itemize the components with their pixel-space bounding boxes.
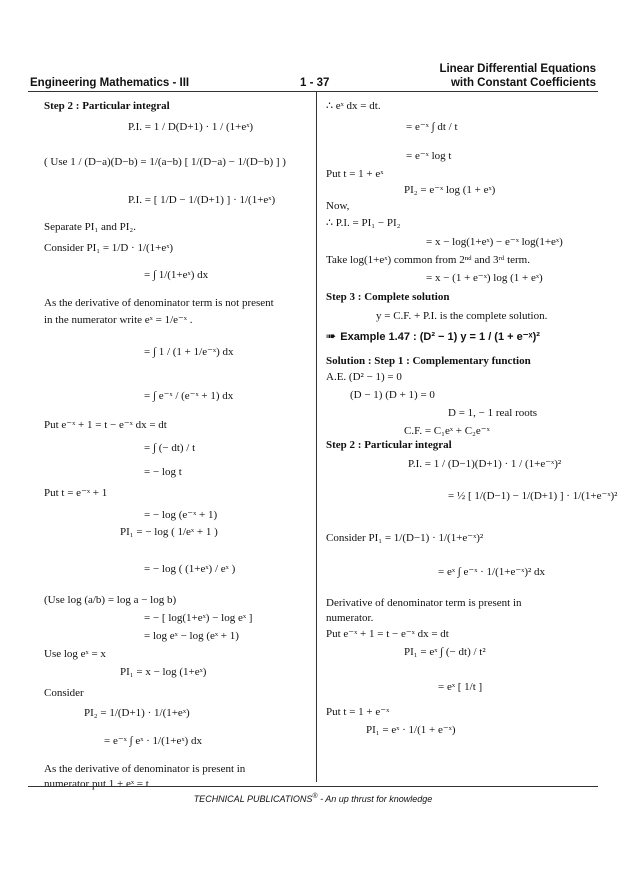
left-column-line: = − log t [144, 466, 182, 478]
footer-rule [28, 786, 598, 787]
right-column-line: Step 3 : Complete solution [326, 291, 450, 303]
left-column-line: PI₂ = 1/(D+1) · 1/(1+eˣ) [84, 707, 190, 719]
right-column-line: = x − (1 + e⁻ˣ) log (1 + eˣ) [426, 272, 543, 284]
left-column-line: Separate PI₁ and PI₂. [44, 221, 136, 233]
left-column-line: = e⁻ˣ ∫ eˣ · 1/(1+eˣ) dx [104, 735, 202, 747]
right-column-line: PI₁ = eˣ ∫ (− dt) / t² [404, 646, 486, 658]
right-column-line: = eˣ [ 1/t ] [438, 681, 483, 693]
right-column-line: P.I. = 1 / (D−1)(D+1) · 1 / (1+e⁻ˣ)² [408, 458, 562, 470]
left-column-line: Step 2 : Particular integral [44, 100, 170, 112]
right-column-line: Take log(1+eˣ) common from 2ⁿᵈ and 3ʳᵈ term. [326, 254, 530, 266]
example-arrow-icon: ➠ [326, 329, 341, 343]
footer [0, 793, 626, 804]
column-divider [316, 92, 317, 782]
left-column-line: Put e⁻ˣ + 1 = t − e⁻ˣ dx = dt [44, 419, 167, 431]
chapter-title-line2: with Constant Coefficients [450, 77, 596, 89]
header-rule [28, 91, 598, 92]
left-column-line: = log eˣ − log (eˣ + 1) [144, 630, 239, 642]
right-column-line: (D − 1) (D + 1) = 0 [350, 389, 435, 401]
right-column-line: Put t = 1 + e⁻ˣ [326, 706, 390, 718]
left-column-line: = − [ log(1+eˣ) − log eˣ ] [144, 612, 253, 624]
right-column-line: Now, [326, 200, 350, 212]
chapter-title-line1: Linear Differential Equations [439, 63, 596, 75]
right-column-line: Solution : Step 1 : Complementary function [326, 355, 531, 367]
right-column-line: Step 2 : Particular integral [326, 439, 452, 451]
right-column-line: ∴ P.I. = PI₁ − PI₂ [326, 217, 401, 229]
left-column-line: As the derivative of denominator term is not present [44, 297, 274, 309]
left-column-line: PI₁ = − log ( 1/eˣ + 1 ) [120, 526, 218, 538]
right-column-line: ➠ Example 1.47 : (D² − 1) y = 1 / (1 + e⁻ˣ)² [326, 329, 540, 343]
right-column-line: A.E. (D² − 1) = 0 [326, 371, 402, 383]
right-column-line: Derivative of denominator term is present in [326, 597, 522, 609]
right-column-line: Consider PI₁ = 1/(D−1) · 1/(1+e⁻ˣ)² [326, 532, 484, 544]
publisher-name: TECHNICAL PUBLICATIONS [193, 794, 313, 804]
right-column-line: PI₁ = eˣ · 1/(1 + e⁻ˣ) [366, 724, 456, 736]
left-column-line: = ∫ (− dt) / t [144, 442, 196, 454]
right-column-line: = ½ [ 1/(D−1) − 1/(D+1) ] · 1/(1+e⁻ˣ)² [448, 490, 618, 502]
publisher-tagline: - An up thrust for knowledge [317, 794, 433, 804]
right-column-line: = eˣ ∫ e⁻ˣ · 1/(1+e⁻ˣ)² dx [438, 566, 546, 578]
left-column-line: As the derivative of denominator is present in [44, 763, 246, 775]
right-column-line: C.F. = C₁eˣ + C₂e⁻ˣ [404, 425, 490, 437]
registered-mark: ® [312, 793, 318, 800]
right-column-line: = e⁻ˣ ∫ dt / t [406, 121, 458, 133]
right-column-line: D = 1, − 1 real roots [448, 407, 538, 419]
left-column-line: in the numerator write eˣ = 1/e⁻ˣ . [44, 314, 193, 326]
left-column-line: PI₁ = x − log (1+eˣ) [120, 666, 207, 678]
left-column-line: Put t = e⁻ˣ + 1 [44, 487, 108, 499]
left-column-line: = ∫ e⁻ˣ / (e⁻ˣ + 1) dx [144, 390, 234, 402]
left-column-line: P.I. = 1 / D(D+1) · 1 / (1+eˣ) [128, 121, 254, 133]
left-column-line: Consider PI₁ = 1/D · 1/(1+eˣ) [44, 242, 174, 254]
page-number: 1 - 37 [300, 77, 330, 89]
left-column-line: ( Use 1 / (D−a)(D−b) = 1/(a−b) [ 1/(D−a) − 1/(D−b) ] ) [44, 156, 286, 168]
right-column-line: ∴ eˣ dx = dt. [326, 100, 381, 112]
right-column-line: numerator. [326, 612, 374, 624]
left-column-line: P.I. = [ 1/D − 1/(D+1) ] · 1/(1+eˣ) [128, 194, 276, 206]
right-column-line: PI₂ = e⁻ˣ log (1 + eˣ) [404, 184, 496, 196]
left-column-line: = ∫ 1 / (1 + 1/e⁻ˣ) dx [144, 346, 234, 358]
right-column-line: = e⁻ˣ log t [406, 150, 452, 162]
left-column-line: = − log ( (1+eˣ) / eˣ ) [144, 563, 236, 575]
left-column-line: Consider [44, 687, 84, 699]
right-column-line: = x − log(1+eˣ) − e⁻ˣ log(1+eˣ) [426, 236, 563, 248]
right-column-line: y = C.F. + P.I. is the complete solution. [376, 310, 548, 322]
left-column-line: = ∫ 1/(1+eˣ) dx [144, 269, 209, 281]
right-column-line: Put t = 1 + eˣ [326, 168, 384, 180]
left-column-line: numerator put 1 + eˣ = t [44, 778, 149, 790]
right-column-line: Put e⁻ˣ + 1 = t − e⁻ˣ dx = dt [326, 628, 449, 640]
left-column-line: Use log eˣ = x [44, 648, 106, 660]
book-title: Engineering Mathematics - III [30, 77, 190, 89]
left-column-line: (Use log (a/b) = log a − log b) [44, 594, 177, 606]
left-column-line: = − log (e⁻ˣ + 1) [144, 509, 218, 521]
